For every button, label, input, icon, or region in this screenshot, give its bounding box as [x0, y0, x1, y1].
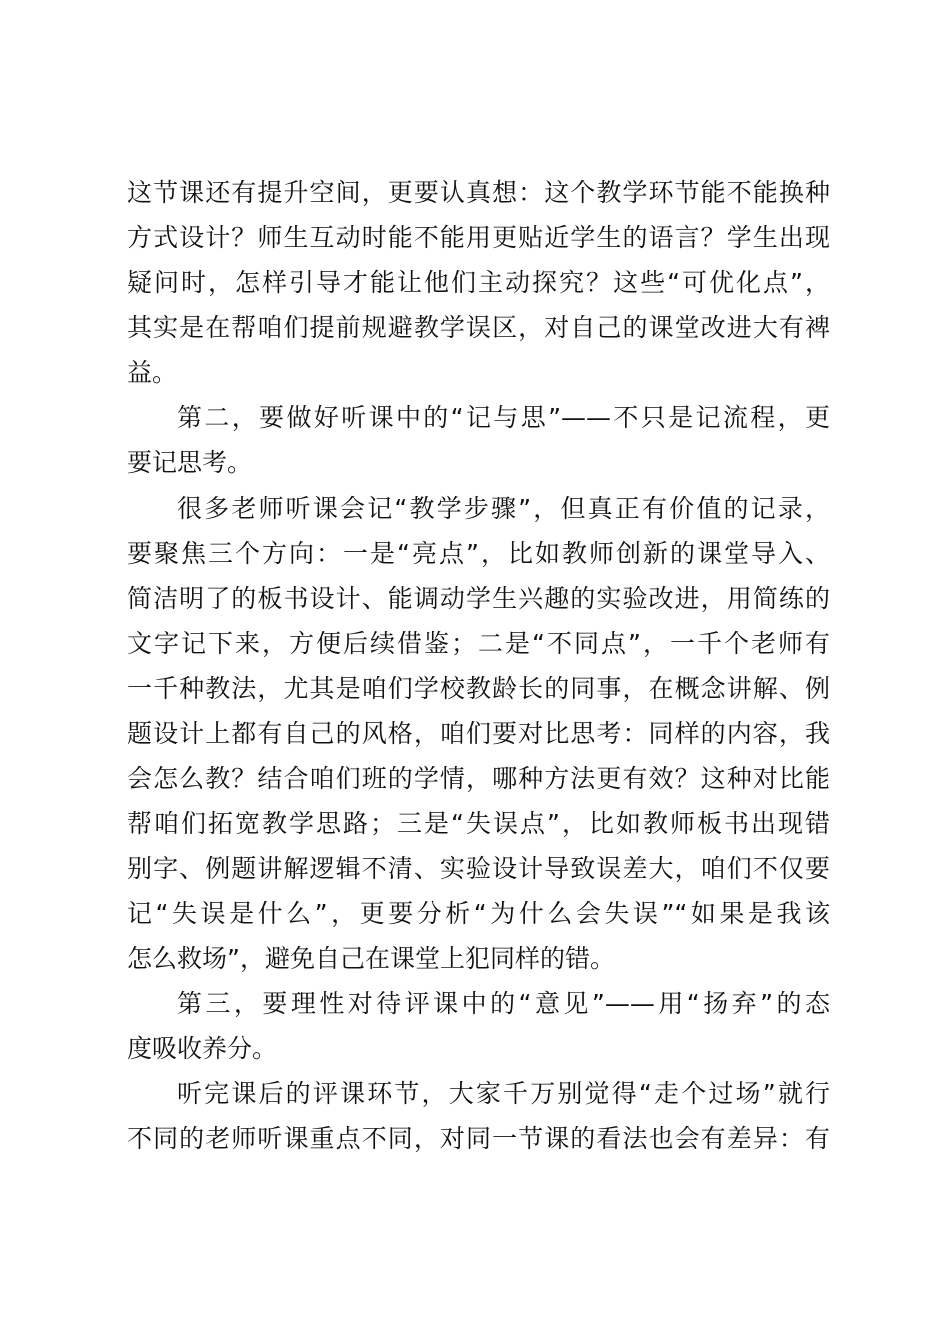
- text-line: 方式设计？师生互动时能不能用更贴近学生的语言？学生出现: [127, 223, 830, 252]
- text-line: 记“失误是什么”，更要分析“为什么会失误”“如果是我该: [127, 899, 830, 928]
- text-line: 听完课后的评课环节，大家千万别觉得“走个过场”就行: [177, 1079, 830, 1108]
- text-line: 要聚焦三个方向：一是“亮点”，比如教师创新的课堂导入、: [127, 539, 830, 568]
- text-line: 别字、例题讲解逻辑不清、实验设计导致误差大，咱们不仅要: [127, 854, 830, 883]
- text-line: 文字记下来，方便后续借鉴；二是“不同点”，一千个老师有: [127, 629, 830, 658]
- text-line: 帮咱们拓宽教学思路；三是“失误点”，比如教师板书出现错: [127, 809, 830, 838]
- section-heading-line: 第三，要理性对待评课中的“意见”——用“扬弃”的态: [177, 989, 830, 1018]
- text-line: 会怎么教？结合咱们班的学情，哪种方法更有效？这种对比能: [127, 764, 830, 793]
- text-line: 题设计上都有自己的风格，咱们要对比思考：同样的内容，我: [127, 719, 830, 748]
- text-line: 益。: [127, 358, 178, 387]
- text-line: 其实是在帮咱们提前规避教学误区，对自己的课堂改进大有裨: [127, 313, 830, 342]
- text-line: 不同的老师听课重点不同，对同一节课的看法也会有差异：有: [127, 1124, 830, 1153]
- text-line: 简洁明了的板书设计、能调动学生兴趣的实验改进，用简练的: [127, 584, 830, 613]
- section-heading-line: 度吸收养分。: [127, 1034, 278, 1063]
- text-line: 疑问时，怎样引导才能让他们主动探究？这些“可优化点”，: [127, 268, 830, 297]
- text-line: 怎么救场”，避免自己在课堂上犯同样的错。: [127, 944, 615, 973]
- section-heading-line: 第二，要做好听课中的“记与思”——不只是记流程，更: [177, 403, 830, 432]
- text-line: 一千种教法，尤其是咱们学校教龄长的同事，在概念讲解、例: [127, 674, 830, 703]
- text-line: 这节课还有提升空间，更要认真想：这个教学环节能不能换种: [127, 178, 830, 207]
- text-line: 很多老师听课会记“教学步骤”，但真正有价值的记录，: [177, 494, 830, 523]
- section-heading-line: 要记思考。: [127, 448, 253, 477]
